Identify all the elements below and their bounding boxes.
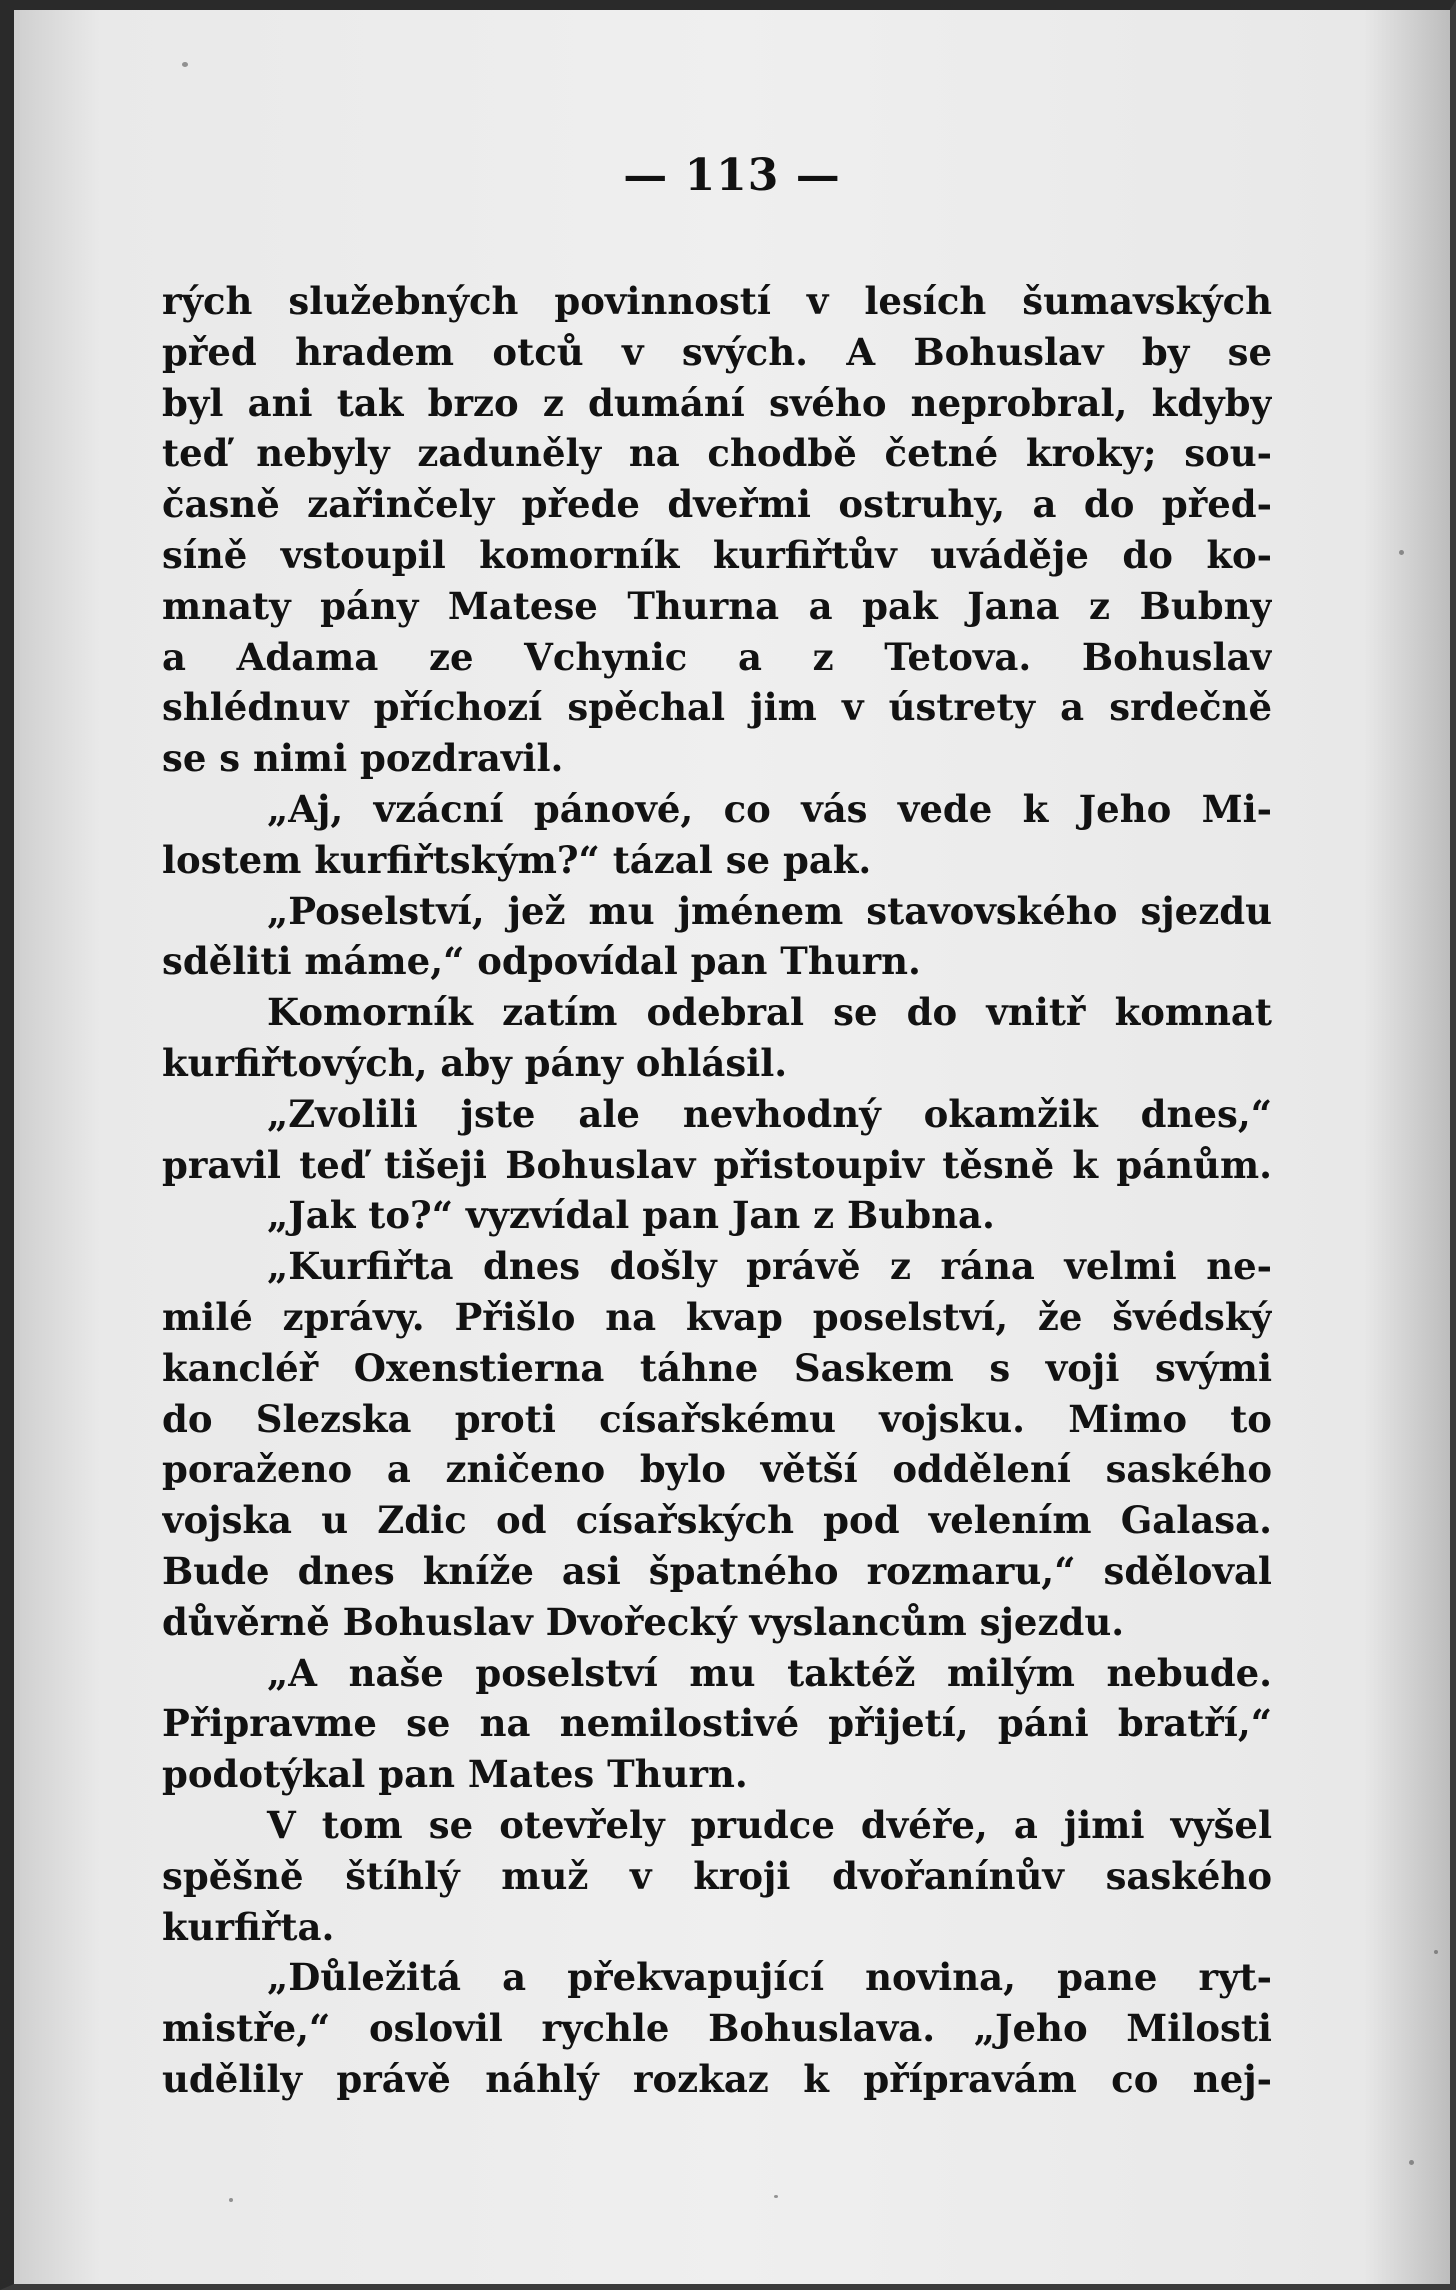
text-line: sděliti máme,“ odpovídal pan Thurn. (162, 939, 921, 984)
text-line: shlédnuv příchozí spěchal jim v ústrety a srdečně (162, 685, 1272, 730)
text-line: časně zařinčely přede dveřmi ostruhy, a do před- (162, 482, 1272, 527)
text-line: mnaty pány Matese Thurna a pak Jana z Bubny (162, 583, 1272, 628)
text-line: a Adama ze Vchynic a z Tetova. Bohuslav (162, 634, 1272, 679)
print-speck (229, 2198, 233, 2202)
text-line: před hradem otců v svých. A Bohuslav by se (162, 329, 1272, 374)
text-line: kurfiřtových, aby pány ohlásil. (162, 1040, 788, 1085)
text-line: podotýkal pan Mates Thurn. (162, 1752, 748, 1797)
text-line: se s nimi pozdravil. (162, 736, 564, 781)
text-line: vojska u Zdic od císařských pod velením Galasa. (162, 1498, 1272, 1543)
text-line: teď nebyly zaduněly na chodbě četné kroky; sou- (162, 431, 1272, 476)
text-line: kancléř Oxenstierna táhne Saskem s voji svými (162, 1345, 1272, 1390)
text-line: důvěrně Bohuslav Dvořecký vyslancům sjezdu. (162, 1599, 1125, 1644)
text-line: „Důležitá a překvapující novina, pane ryt- (267, 1955, 1272, 2000)
text-line: udělily právě náhlý rozkaz k přípravám co nej- (162, 2056, 1272, 2101)
text-line: „Jak to?“ vyzvídal pan Jan z Bubna. (267, 1193, 995, 1238)
text-line: V tom se otevřely prudce dvéře, a jimi vyšel (267, 1802, 1272, 1847)
text-line: milé zprávy. Přišlo na kvap poselství, že švédský (162, 1294, 1272, 1339)
text-line: Komorník zatím odebral se do vnitř komnat (267, 990, 1272, 1035)
print-speck (1434, 1950, 1438, 1954)
text-line: „Zvolili jste ale nevhodný okamžik dnes,“ (267, 1091, 1272, 1136)
page-number: — 113 — (623, 150, 841, 201)
text-line: „Kurfiřta dnes došly právě z rána velmi ne- (267, 1244, 1272, 1289)
text-line: Připravme se na nemilostivé přijetí, páni bratří,“ (162, 1701, 1272, 1746)
print-speck (1399, 550, 1404, 555)
text-line: kurfiřta. (162, 1904, 335, 1949)
text-line: do Slezska proti císařskému vojsku. Mimo to (162, 1396, 1272, 1441)
text-line: „Aj, vzácní pánové, co vás vede k Jeho Mi- (267, 786, 1272, 831)
text-line: byl ani tak brzo z dumání svého neprobral, kdyby (162, 380, 1272, 425)
text-line: mistře,“ oslovil rychle Bohuslava. „Jeho Milosti (162, 2006, 1272, 2051)
text-line: spěšně štíhlý muž v kroji dvořanínův saského (162, 1853, 1272, 1898)
text-line: „Poselství, jež mu jménem stavovského sjezdu (267, 888, 1272, 933)
text-line: rých služebných povinností v lesích šumavských (162, 279, 1272, 323)
print-speck (1409, 2160, 1414, 2165)
text-line: síně vstoupil komorník kurfiřtův uváděje do ko- (162, 532, 1272, 577)
text-line: Bude dnes kníže asi špatného rozmaru,“ sděloval (162, 1548, 1272, 1593)
print-speck (182, 62, 188, 67)
text-line: „A naše poselství mu taktéž milým nebude. (267, 1650, 1272, 1695)
print-speck (774, 2195, 778, 2198)
text-line: lostem kurfiřtským?“ tázal se pak. (162, 837, 872, 882)
body-text (162, 276, 1272, 2105)
text-line: pravil teď tišeji Bohuslav přistoupiv těsně k pánům. (162, 1142, 1272, 1187)
text-line: poraženo a zničeno bylo větší oddělení saského (162, 1447, 1272, 1492)
